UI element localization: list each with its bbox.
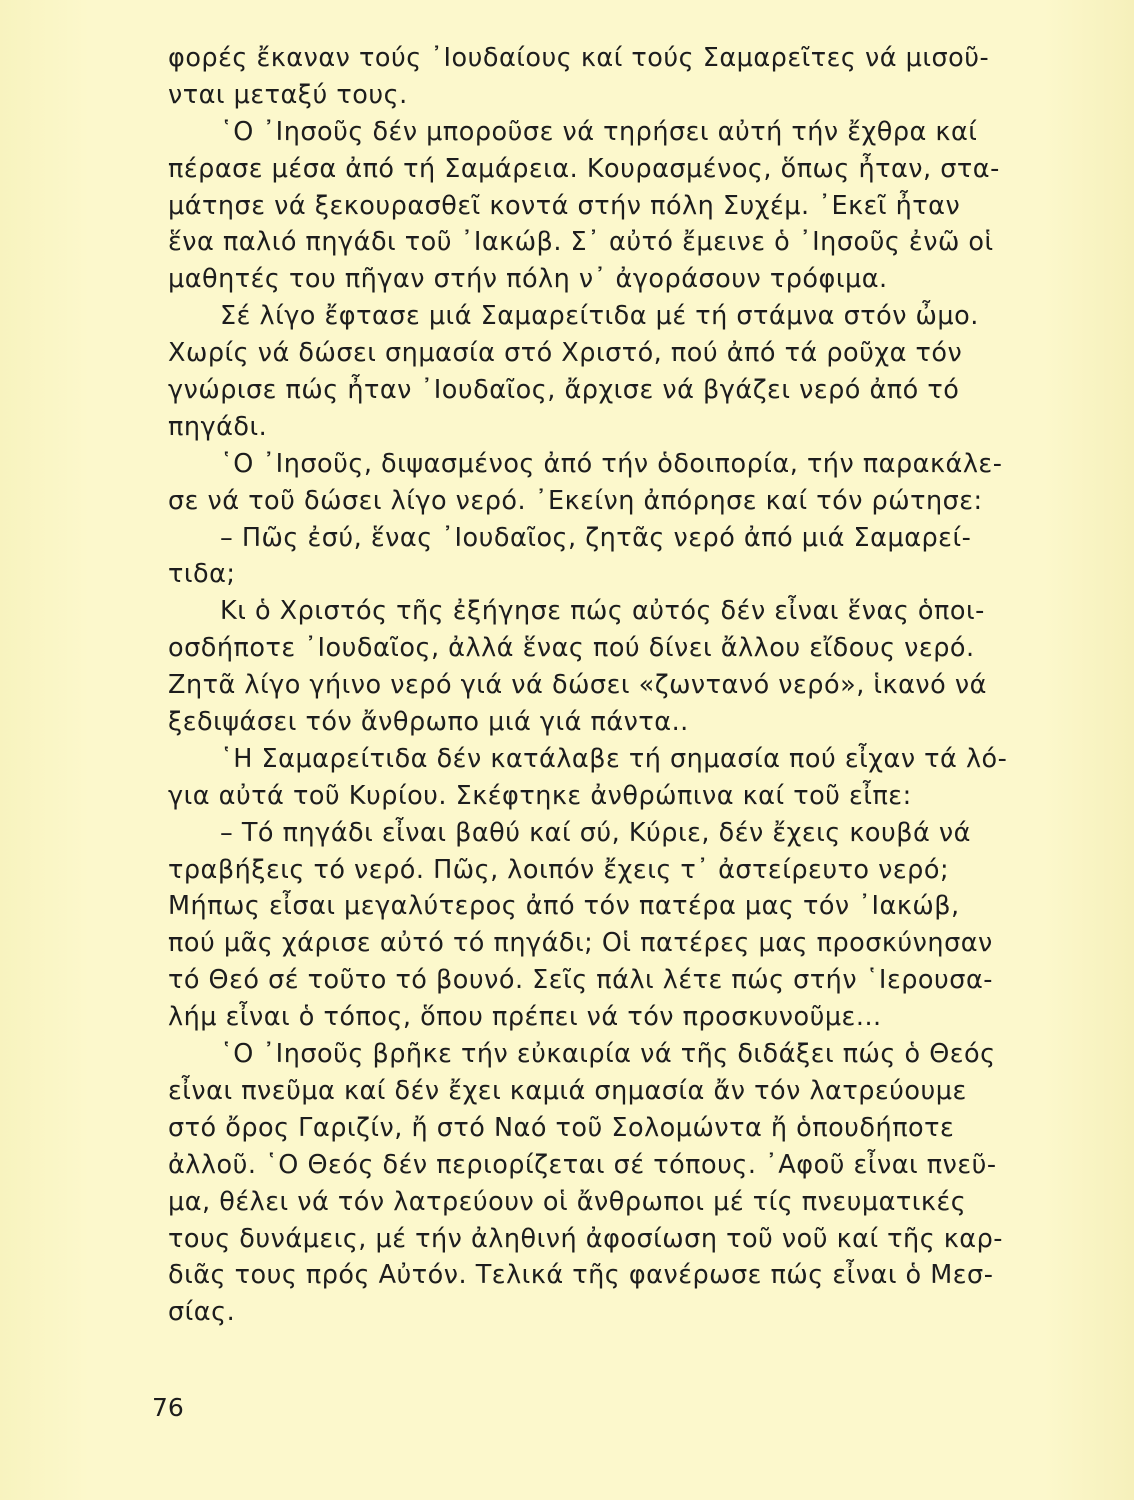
text-line: νται μεταξύ τους. — [168, 79, 408, 110]
text-line: τό Θεό σέ τοῦτο τό βουνό. Σεῖς πάλι λέτε πώς στήν ῾Ιερουσα- — [168, 965, 993, 996]
text-line: ῾Η Σαμαρείτιδα δέν κατάλαβε τή σημασία πού εἶχαν τά λό- — [220, 743, 1008, 774]
text-line: μάτησε νά ξεκουρασθεῖ κοντά στήν πόλη Συχέμ. ᾽Εκεῖ ἦταν — [168, 190, 961, 221]
text-line: φορές ἔκαναν τούς ᾽Ιουδαίους καί τούς Σαμαρεῖτες νά μισοῦ- — [168, 43, 990, 73]
page-number: 76 — [152, 1393, 184, 1422]
text-line: για αὐτά τοῦ Κυρίου. Σκέφτηκε ἀνθρώπινα καί τοῦ εἶπε: — [168, 780, 912, 811]
text-line: ῾Ο ᾽Ιησοῦς δέν μποροῦσε νά τηρήσει αὐτή τήν ἔχθρα καί — [220, 116, 978, 147]
text-line: ἕνα παλιό πηγάδι τοῦ ᾽Ιακώβ. Σ᾽ αὐτό ἔμεινε ὁ ᾽Ιησοῦς ἐνῶ οἱ — [168, 227, 994, 258]
text-line: πού μᾶς χάρισε αὐτό τό πηγάδι; Οἱ πατέρες μας προσκύνησαν — [168, 928, 993, 959]
text-line: Μήπως εἶσαι μεγαλύτερος ἀπό τόν πατέρα μας τόν ᾽Ιακώβ, — [168, 891, 960, 922]
text-line: πέρασε μέσα ἀπό τή Σαμάρεια. Κουρασμένος, ὅπως ἦταν, στα- — [168, 153, 1000, 184]
text-line: ῾Ο ᾽Ιησοῦς, διψασμένος ἀπό τήν ὁδοιπορία, τήν παρακάλε- — [220, 448, 1003, 479]
text-line: τους δυνάμεις, μέ τήν ἀληθινή ἀφοσίωση τοῦ νοῦ καί τῆς καρ- — [168, 1223, 1003, 1254]
text-line: – Πῶς ἐσύ, ἕνας ᾽Ιουδαῖος, ζητᾶς νερό ἀπό μιά Σαμαρεί- — [220, 522, 972, 553]
text-line: διᾶς τους πρός Αὐτόν. Τελικά τῆς φανέρωσε πώς εἶναι ὁ Μεσ- — [168, 1260, 994, 1291]
text-line: οσδήποτε ᾽Ιουδαῖος, ἀλλά ἕνας πού δίνει ἄλλου εἴδους νερό. — [168, 633, 975, 664]
text-line: λήμ εἶναι ὁ τόπος, ὅπου πρέπει νά τόν προσκυνοῦμε... — [168, 1002, 882, 1033]
text-line: τραβήξεις τό νερό. Πῶς, λοιπόν ἔχεις τ᾽ ἀστείρευτο νερό; — [168, 854, 950, 885]
text-line: Ζητᾶ λίγο γήινο νερό γιά νά δώσει «ζωντανό νερό», ἱκανό νά — [168, 670, 987, 701]
text-line: σε νά τοῦ δώσει λίγο νερό. ᾽Εκείνη ἀπόρησε καί τόν ρώτησε: — [168, 485, 983, 516]
text-line: γνώρισε πώς ἦταν ᾽Ιουδαῖος, ἄρχισε νά βγάζει νερό ἀπό τό — [168, 375, 960, 406]
text-line: πηγάδι. — [168, 411, 268, 442]
body-text — [168, 40, 1048, 1331]
text-line: μα, θέλει νά τόν λατρεύουν οἱ ἄνθρωποι μέ τίς πνευματικές — [168, 1186, 967, 1217]
text-line: ἀλλοῦ. ῾Ο Θεός δέν περιορίζεται σέ τόπους. ᾽Αφοῦ εἶναι πνεῦ- — [168, 1149, 997, 1180]
text-line: ῾Ο ᾽Ιησοῦς βρῆκε τήν εὐκαιρία νά τῆς διδάξει πώς ὁ Θεός — [220, 1039, 996, 1070]
text-line: Κι ὁ Χριστός τῆς ἐξήγησε πώς αὐτός δέν εἶναι ἕνας ὁποι- — [220, 596, 985, 627]
text-line: μαθητές του πῆγαν στήν πόλη ν᾽ ἀγοράσουν τρόφιμα. — [168, 264, 888, 295]
text-line: – Τό πηγάδι εἶναι βαθύ καί σύ, Κύριε, δέν ἔχεις κουβά νά — [220, 817, 971, 848]
text-line: σίας. — [168, 1297, 236, 1328]
text-line: ξεδιψάσει τόν ἄνθρωπο μιά γιά πάντα.. — [168, 707, 689, 738]
text-line: Χωρίς νά δώσει σημασία στό Χριστό, πού ἀπό τά ροῦχα τόν — [168, 338, 963, 369]
text-line: στό ὄρος Γαριζίν, ἤ στό Ναό τοῦ Σολομώντα ἤ ὁπουδήποτε — [168, 1112, 955, 1143]
text-line: τιδα; — [168, 559, 236, 590]
text-line: Σέ λίγο ἔφτασε μιά Σαμαρείτιδα μέ τή στάμνα στόν ὦμο. — [220, 301, 979, 332]
text-line: εἶναι πνεῦμα καί δέν ἔχει καμιά σημασία ἄν τόν λατρεύουμε — [168, 1075, 967, 1106]
